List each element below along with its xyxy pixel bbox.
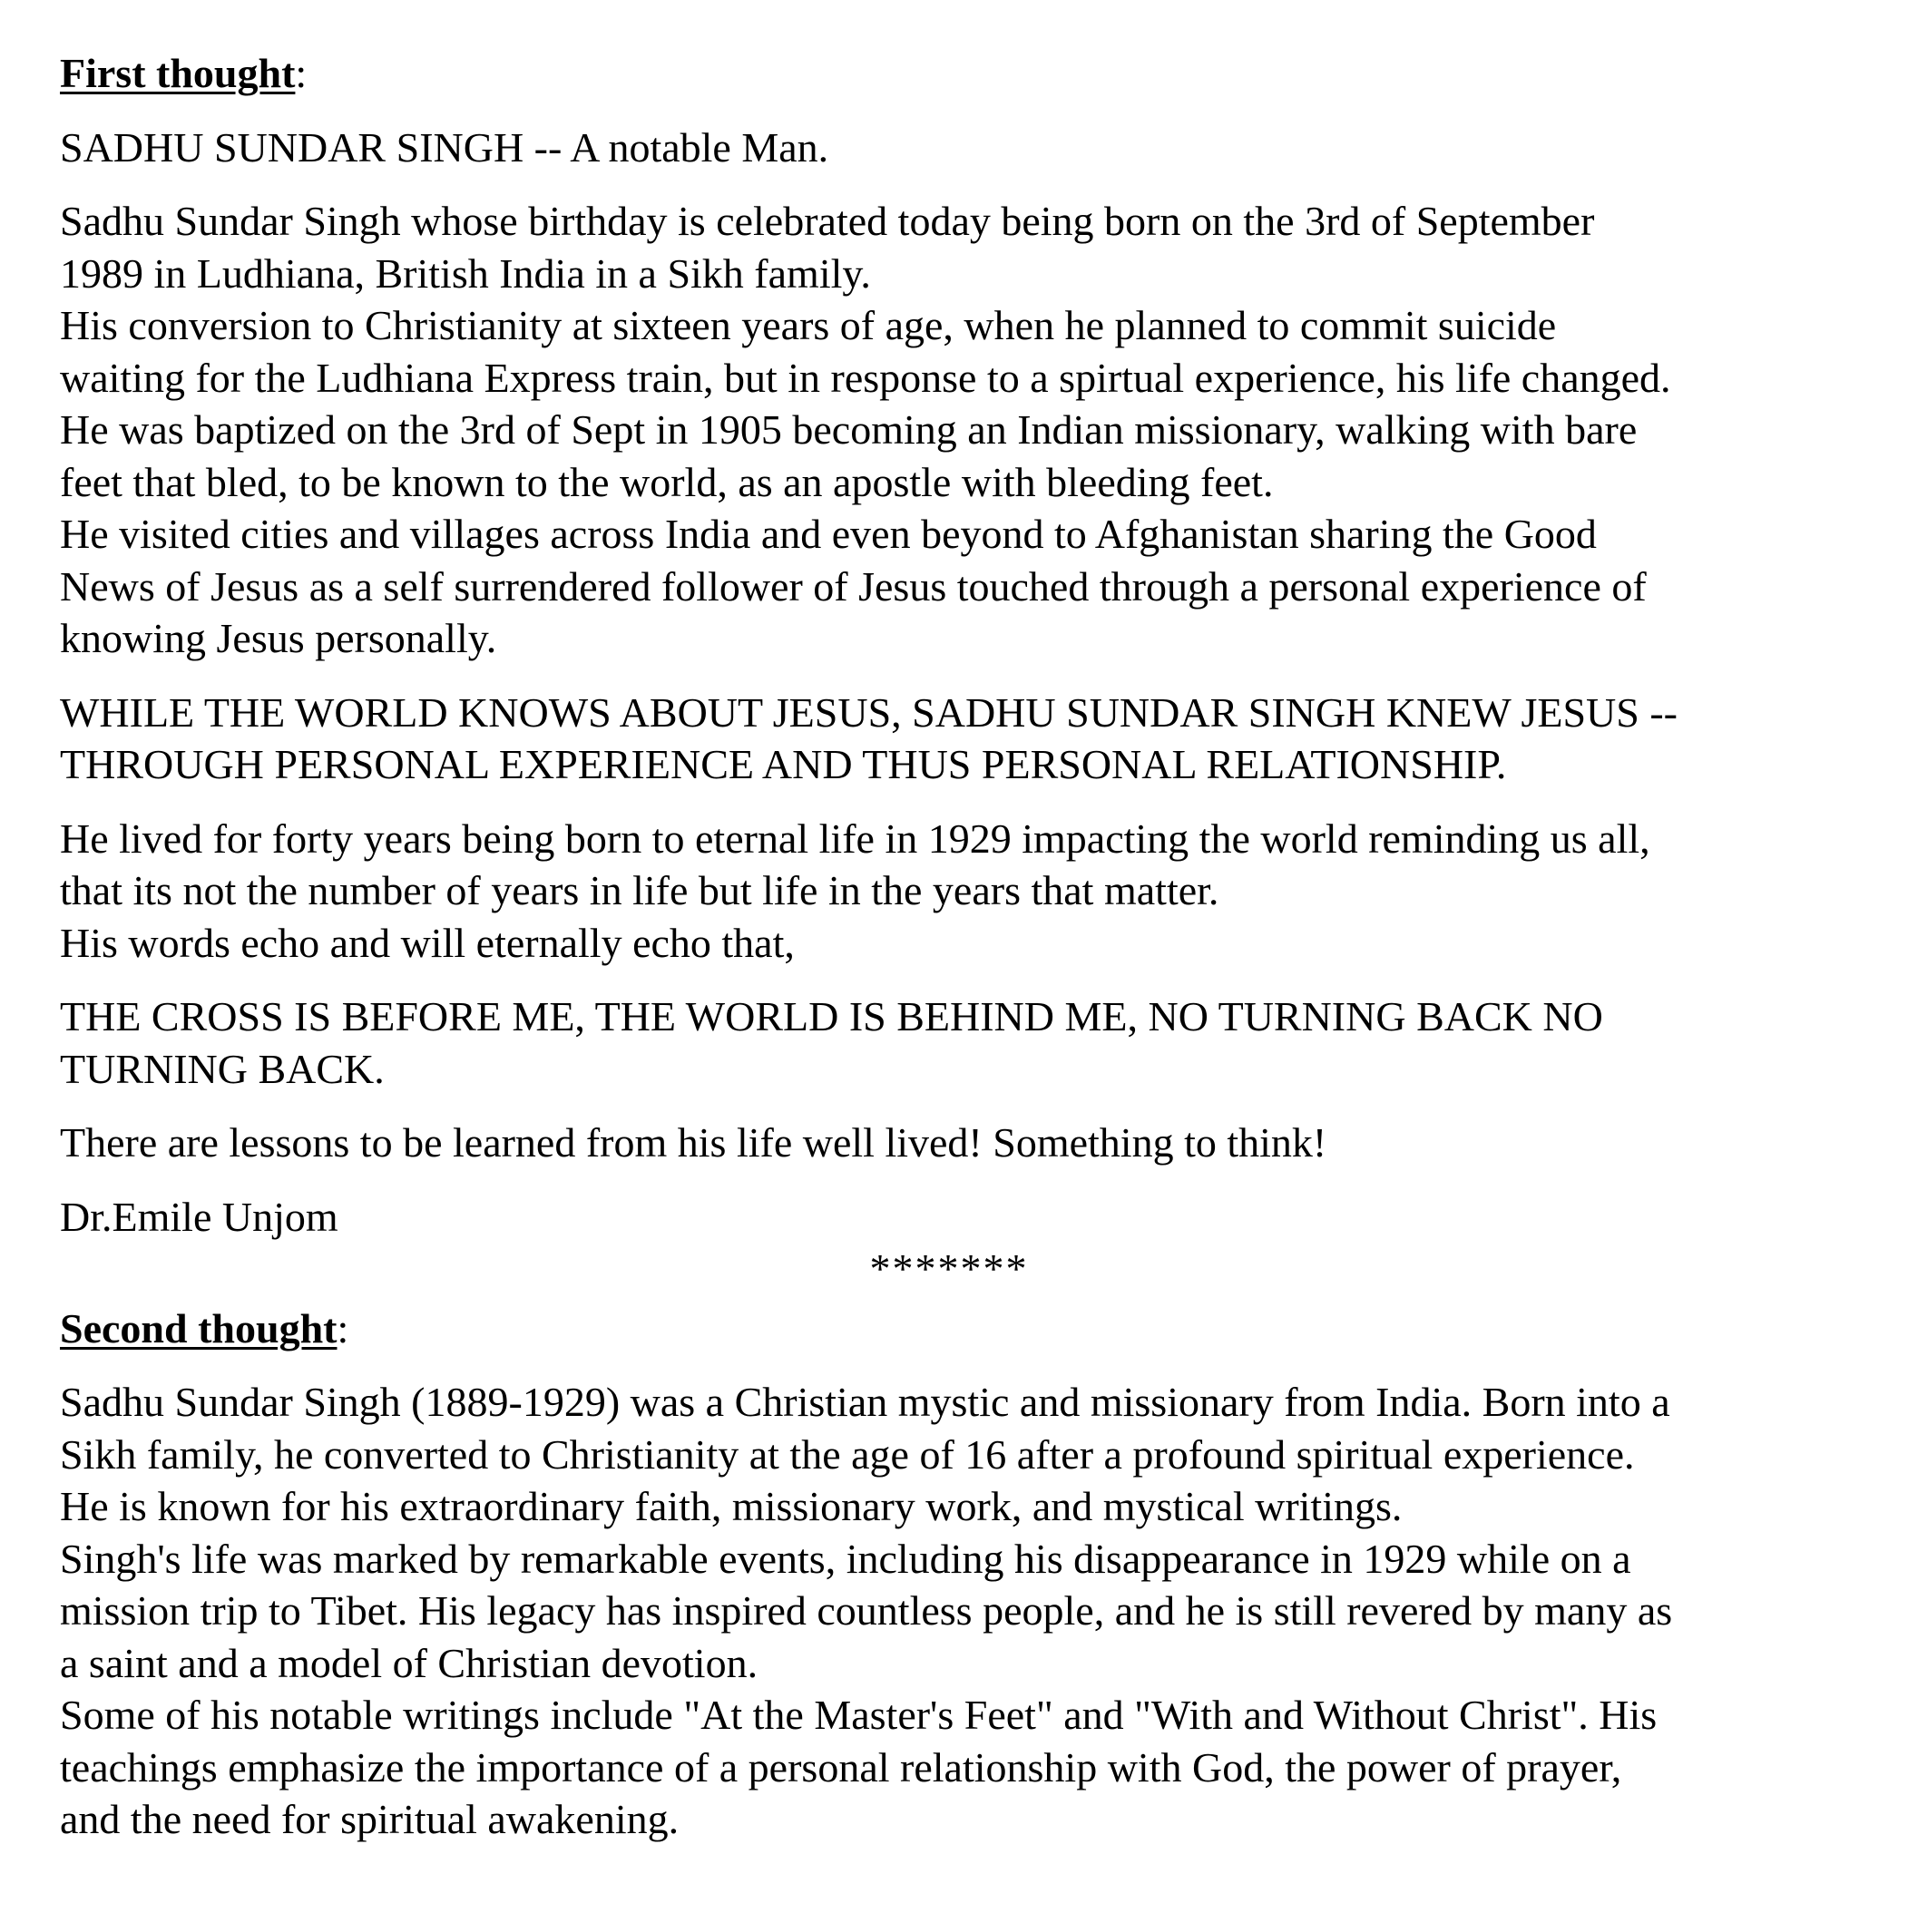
cross-quote-line: TURNING BACK. — [60, 1045, 385, 1092]
lived-paragraph — [60, 813, 1874, 970]
second-thought-line: a saint and a model of Christian devotion. — [60, 1639, 758, 1686]
second-thought-line: Some of his notable writings include "At the Master's Feet" and "With and Without Christ". His — [60, 1692, 1658, 1738]
intro-line: 1989 in Ludhiana, British India in a Sikh family. — [60, 249, 871, 297]
caps-line: THROUGH PERSONAL EXPERIENCE AND THUS PERSONAL RELATIONSHIP. — [60, 741, 1507, 787]
lessons-paragraph — [60, 1117, 1874, 1169]
intro-line: Sadhu Sundar Singh whose birthday is celebrated today being born on the 3rd of September — [60, 198, 1595, 244]
cross-quote-line: THE CROSS IS BEFORE ME, THE WORLD IS BEHIND ME, NO TURNING BACK NO — [60, 993, 1603, 1039]
title-line: SADHU SUNDAR SINGH -- A notable Man. — [60, 123, 829, 171]
second-thought-heading-text: Second thought — [60, 1304, 338, 1351]
second-thought-line: teachings emphasize the importance of a personal relationship with God, the power of prayer, — [60, 1743, 1622, 1791]
second-thought-paragraph — [60, 1376, 1874, 1846]
second-thought-line: He is known for his extraordinary faith, missionary work, and mystical writings. — [60, 1483, 1403, 1529]
title-paragraph — [60, 122, 1874, 174]
second-thought-line: Sadhu Sundar Singh (1889-1929) was a Christian mystic and missionary from India. Born into a — [60, 1379, 1670, 1425]
second-thought-line: Singh's life was marked by remarkable events, including his disappearance in 1929 while on a — [60, 1535, 1631, 1582]
second-thought-line: and the need for spiritual awakening. — [60, 1796, 680, 1842]
intro-line: News of Jesus as a self surrendered follower of Jesus touched through a personal experience of — [60, 562, 1647, 610]
second-thought-heading-colon: : — [337, 1304, 349, 1351]
intro-line: He was baptized on the 3rd of Sept in 1905 becoming an Indian missionary, walking with bare — [60, 406, 1638, 453]
intro-line: waiting for the Ludhiana Express train, but in response to a spirtual experience, his life changed. — [60, 354, 1671, 401]
lived-line: He lived for forty years being born to eternal life in 1929 impacting the world reminding us all, — [60, 815, 1650, 862]
section-separator: ******* — [869, 1245, 1029, 1292]
second-thought-line: mission trip to Tibet. His legacy has inspired countless people, and he is still revered by many as — [60, 1587, 1673, 1634]
intro-line: feet that bled, to be known to the world, as an apostle with bleeding feet. — [60, 458, 1274, 505]
second-thought-section — [60, 1303, 1874, 1846]
intro-line: He visited cities and villages across India and even beyond to Afghanistan sharing the Good — [60, 511, 1597, 557]
intro-paragraph — [60, 195, 1874, 665]
first-thought-heading-colon: : — [295, 50, 308, 96]
caps-paragraph — [60, 687, 1874, 791]
first-thought-heading-text: First thought — [60, 50, 296, 96]
intro-line: knowing Jesus personally. — [60, 615, 497, 661]
lived-line: that its not the number of years in life but life in the years that matter. — [60, 867, 1219, 913]
second-thought-heading — [60, 1303, 1874, 1355]
first-thought-heading — [60, 47, 1874, 100]
first-thought-section — [60, 47, 1874, 1243]
intro-line: His conversion to Christianity at sixteen years of age, when he planned to commit suicide — [60, 302, 1557, 348]
lived-line: His words echo and will eternally echo that, — [60, 919, 795, 966]
second-thought-line: Sikh family, he converted to Christianity at the age of 16 after a profound spiritual experience. — [60, 1430, 1635, 1478]
author-signature: Dr.Emile Unjom — [60, 1193, 338, 1240]
lessons-line: There are lessons to be learned from his life well lived! Something to think! — [60, 1119, 1327, 1166]
document-page — [60, 47, 1874, 1868]
caps-line: WHILE THE WORLD KNOWS ABOUT JESUS, SADHU SUNDAR SINGH KNEW JESUS -- — [60, 688, 1678, 736]
author-paragraph — [60, 1191, 1874, 1244]
cross-quote-paragraph — [60, 990, 1874, 1095]
